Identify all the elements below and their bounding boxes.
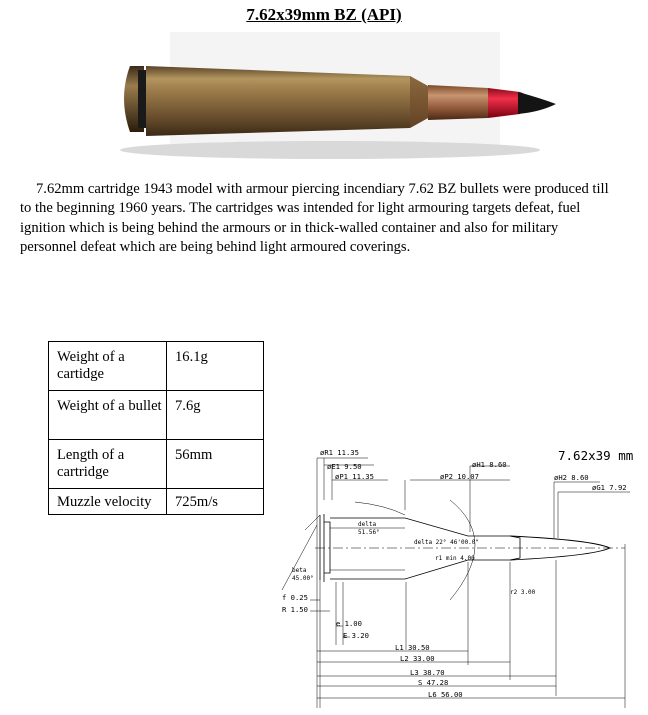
dim-e1: øE1 9.50 — [327, 462, 362, 471]
dim-r: R 1.50 — [282, 605, 308, 614]
delta-label: delta — [358, 521, 377, 528]
cartridge-photo — [110, 32, 560, 162]
dim-p1: øP1 11.35 — [335, 472, 374, 481]
spec-value: 7.6g — [167, 391, 264, 440]
table-row — [49, 342, 264, 391]
beta-label: beta — [292, 567, 307, 574]
spec-label: Weight of a bullet — [49, 391, 167, 440]
dim-l2: L2 33.00 — [400, 654, 435, 663]
spec-label: Weight of a cartidge — [49, 342, 167, 391]
dim-l6: L6 56.00 — [428, 690, 463, 699]
dim-g1: øG1 7.92 — [592, 483, 627, 492]
dim-l3: L3 38.70 — [410, 668, 445, 677]
delta-mid-label: delta 22° 46'00.0" — [414, 539, 480, 546]
table-row — [49, 489, 264, 515]
spec-label: Length of a cartridge — [49, 440, 167, 489]
dim-h1: øH1 8.60 — [472, 460, 507, 469]
spec-value: 56mm — [167, 440, 264, 489]
spec-value: 16.1g — [167, 342, 264, 391]
technical-drawing — [270, 440, 645, 712]
page-title: 7.62x39mm BZ (API) — [246, 5, 402, 24]
beta-value: 45.00° — [292, 575, 314, 582]
drawing-title: 7.62x39 mm — [558, 448, 634, 463]
description-text: 7.62mm cartridge 1943 model with armour piercing incendiary 7.62 BZ bullets were produced till to the beginning 1960 years. The cartridges was intended for light armouring targets defeat, fuel ignition which is being behind the armours or in thick-walled container and also for military personnel defeat which are being behind light armoured coverings. — [20, 181, 609, 255]
dim-big-e: E 3.20 — [343, 631, 369, 640]
dim-e: e 1.00 — [336, 619, 362, 628]
r1-label: r1 min 4.00 — [435, 555, 475, 562]
dim-r1: øR1 11.35 — [320, 448, 359, 457]
dim-l1: L1 30.50 — [395, 643, 430, 652]
r2-label: r2 3.00 — [510, 589, 536, 596]
spec-value: 725m/s — [167, 489, 264, 515]
dim-h2: øH2 8.60 — [554, 473, 589, 482]
dim-p2: øP2 10.07 — [440, 472, 479, 481]
dim-s: S 47.28 — [418, 678, 449, 687]
specs-table — [48, 341, 264, 515]
delta-value: 51.56° — [358, 529, 380, 536]
table-row — [49, 391, 264, 440]
dim-f: f 0.25 — [282, 593, 308, 602]
spec-label: Muzzle velocity — [49, 489, 167, 515]
table-row — [49, 440, 264, 489]
